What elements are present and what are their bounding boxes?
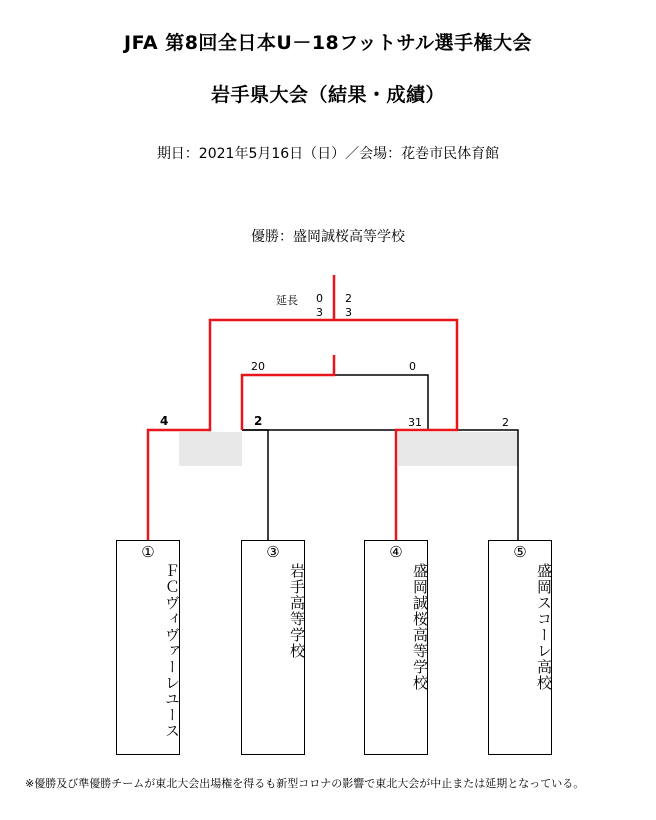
date-venue: 期日：2021年5月16日（日）／会場：花巻市民体育館 (156, 146, 500, 162)
champion-label: 優勝：盛岡誠桜高等学校 (251, 229, 405, 245)
page-title: JFA 第8回全日本U－18フットサル選手権大会 (124, 32, 532, 54)
team-name: ＦＣヴィヴァーレユース (163, 563, 181, 739)
extra-time-label: 延長 (276, 294, 298, 307)
team-box-5 (488, 540, 552, 755)
score-final-right: 0 (409, 360, 416, 373)
score-final-left: 20 (251, 360, 265, 373)
team-name: 盛岡誠桜高等学校 (411, 563, 429, 691)
team-number: ③ (266, 543, 280, 561)
team-box-3 (241, 540, 305, 755)
team-number: ① (141, 543, 155, 561)
line-team3 (242, 430, 268, 540)
team-number: ④ (389, 543, 403, 561)
score-extra-left-2: 3 (316, 306, 323, 319)
score-extra-right-2: 3 (345, 306, 352, 319)
score-semi1-right: 2 (254, 414, 263, 428)
score-semi1-left: 4 (160, 414, 169, 428)
team-name: 盛岡スコーレ高校 (535, 563, 553, 691)
shade-right (398, 432, 518, 466)
team-name: 岩手高等学校 (288, 563, 306, 659)
team-number: ⑤ (513, 543, 527, 561)
score-extra-right-1: 2 (345, 292, 352, 305)
shade-left (179, 432, 242, 466)
team-box-4 (364, 540, 428, 755)
score-semi2-right: 2 (502, 416, 509, 429)
score-extra-left-1: 0 (316, 292, 323, 305)
team-box-1 (116, 540, 180, 755)
page-subtitle: 岩手県大会（結果・成績） (210, 84, 445, 106)
score-semi2-left: 31 (408, 416, 422, 429)
footnote: ※優勝及び準優勝チームが東北大会出場権を得るも新型コロナの影響で東北大会が中止または延期となっている。 (25, 777, 585, 790)
